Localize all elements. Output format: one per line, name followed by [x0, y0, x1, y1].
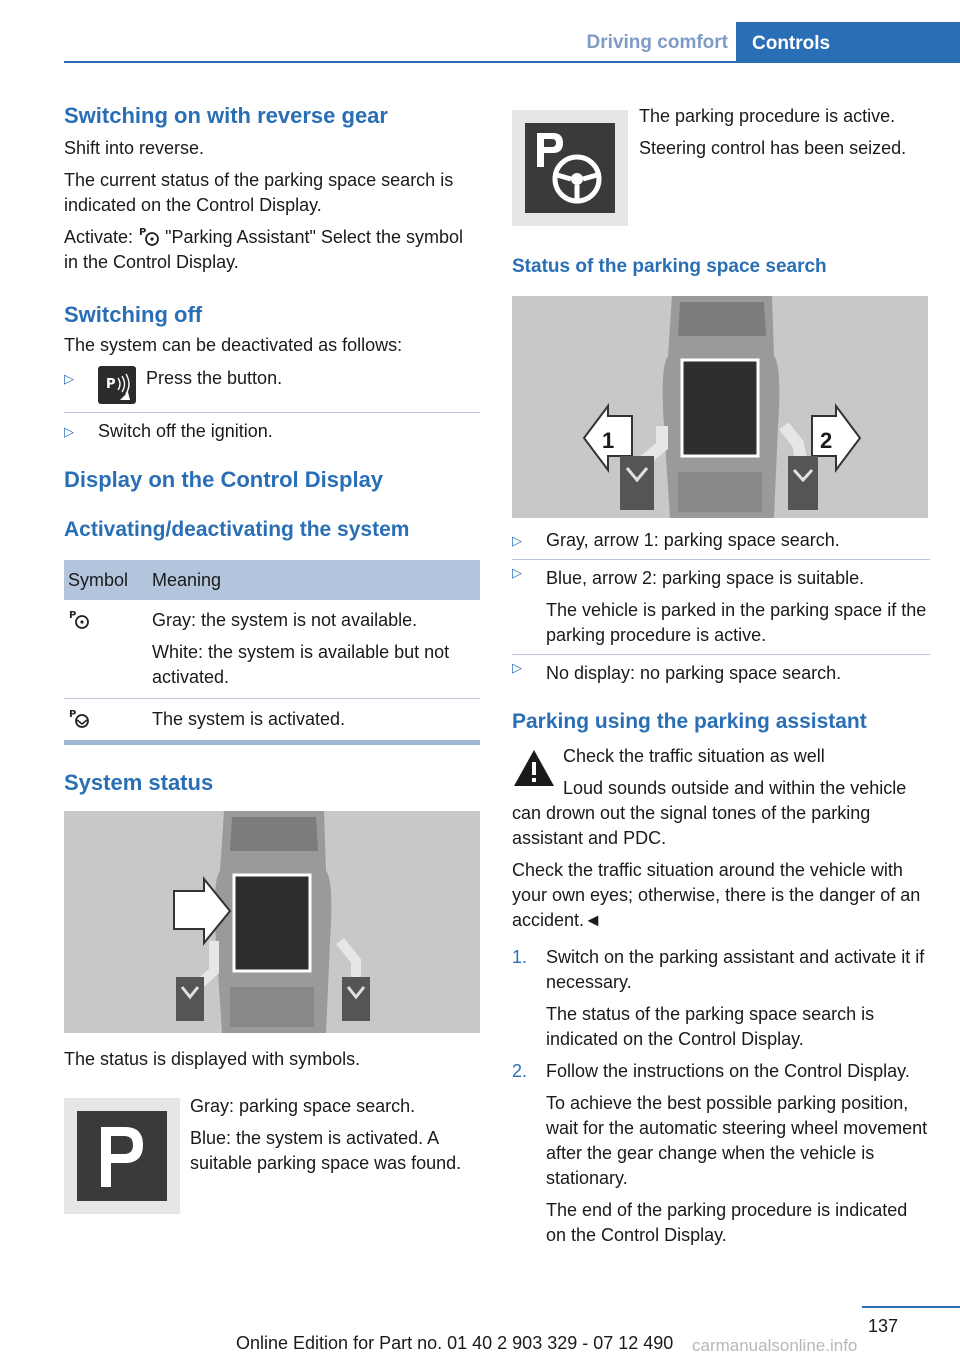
symbol-description: The parking procedure is active.	[639, 106, 896, 126]
page-number-rule	[862, 1306, 960, 1308]
header-rule	[64, 61, 960, 63]
step-text: Switch on the parking assistant and activate it if necessary.	[546, 947, 925, 992]
paragraph: The current status of the parking space search is indicated on the Control Display.	[64, 170, 454, 215]
table-cell-text: White: the system is available but not activated.	[152, 642, 450, 687]
symbol-row	[512, 102, 930, 226]
table-header-meaning: Meaning	[148, 560, 480, 600]
step-item	[512, 1059, 930, 1248]
symbol-row	[64, 1094, 480, 1214]
heading-parking-using: Parking using the parking assistant	[512, 710, 867, 733]
paragraph-activate	[64, 225, 480, 275]
parking-search-figure	[512, 296, 928, 518]
parking-steering-symbol	[512, 110, 628, 226]
activate-text: "Parking Assistant" Select the symbol in the Control Display.	[64, 227, 463, 272]
symbol-description: Blue: the system is activated. A suitable parking space was found.	[190, 1128, 462, 1173]
divider	[64, 412, 480, 413]
step-number: 2.	[512, 1061, 528, 1081]
car-topview-arrows-illustration	[512, 296, 928, 518]
figure-label-1: 1	[602, 428, 615, 453]
list-item-text: Press the button.	[146, 368, 283, 388]
paragraph: The system can be deactivated as follows:	[64, 335, 403, 355]
parking-symbol-p	[64, 1098, 180, 1214]
symbol-description: Gray: parking space search.	[190, 1096, 416, 1116]
parking-assistant-active-icon	[68, 707, 90, 729]
header-section-label: Driving comfort	[586, 32, 728, 53]
footer-edition: Online Edition for Part no. 01 40 2 903 329 - 07 12 490	[236, 1333, 674, 1353]
table-row	[64, 600, 480, 699]
heading-activating: Activating/deactivating the system	[64, 518, 410, 541]
heading-search-status: Status of the parking space search	[512, 256, 827, 277]
watermark: carmanualsonline.info	[692, 1336, 858, 1355]
svg-text:P: P	[69, 709, 77, 720]
pdc-button-icon	[98, 366, 136, 404]
step-text: The status of the parking space search is indicated on the Control Display.	[546, 1004, 875, 1049]
heading-reverse-gear: Switching on with reverse gear	[64, 103, 388, 128]
parking-assistant-inactive-icon	[68, 608, 90, 630]
symbol-table	[64, 560, 480, 740]
warning-triangle-icon	[512, 748, 556, 788]
step-text: The end of the parking procedure is indicated on the Control Display.	[546, 1200, 908, 1245]
svg-text:P: ▷ P	[106, 377, 116, 392]
car-topview-illustration	[64, 811, 480, 1033]
list-item: ▷ Gray, arrow 1: parking space search.	[512, 528, 930, 559]
activate-label: Activate:	[64, 227, 134, 247]
page-number: 137	[867, 1316, 898, 1336]
system-status-figure	[64, 811, 480, 1033]
figure-label-2: 2	[820, 428, 833, 453]
parking-assistant-icon	[138, 225, 160, 247]
heading-control-display: Display on the Control Display	[64, 467, 384, 492]
warning-block	[512, 744, 930, 933]
table-row	[64, 699, 480, 741]
warning-text: Loud sounds outside and within the vehicle can drown out the signal tones of the parking assistant and PDC.	[512, 778, 907, 848]
heading-switching-off: Switching off	[64, 302, 203, 327]
warning-text: Check the traffic situation around the vehicle with your own eyes; otherwise, there is the danger of an accident.◄	[512, 860, 921, 930]
svg-text:P: P	[69, 610, 77, 621]
header-tab-label: Controls	[736, 22, 960, 62]
paragraph: Shift into reverse.	[64, 138, 205, 158]
letter-p-icon	[77, 1111, 167, 1201]
steering-wheel-icon	[525, 123, 615, 213]
svg-text:P: P	[139, 227, 147, 238]
table-cell-text: Gray: the system is not available.	[152, 610, 418, 630]
heading-system-status: System status	[64, 770, 214, 795]
table-cell-text: The system is activated.	[152, 709, 346, 729]
list-item-text: The vehicle is parked in the parking space if the parking procedure is active.	[546, 600, 927, 645]
table-header-symbol: Symbol	[64, 560, 148, 600]
list-item: ▷ No display: no parking space search.	[512, 655, 930, 686]
list-item	[512, 560, 930, 654]
step-text: To achieve the best possible parking position, wait for the automatic steering wheel movement after the gear change when the vehicle is stationary.	[546, 1093, 928, 1188]
symbol-description: Steering control has been seized.	[639, 138, 907, 158]
step-number: 1.	[512, 947, 528, 967]
list-item	[64, 366, 480, 412]
figure-caption: The status is displayed with symbols.	[64, 1049, 361, 1069]
list-item-text: ▷ Blue, arrow 2: parking space is suitable.	[546, 568, 865, 588]
step-text: Follow the instructions on the Control Display.	[546, 1061, 910, 1081]
list-item: ▷ Switch off the ignition.	[64, 419, 480, 444]
warning-title: Check the traffic situation as well	[563, 746, 825, 766]
left-column	[64, 102, 480, 1214]
right-column	[512, 102, 930, 1248]
step-item	[512, 945, 930, 1052]
